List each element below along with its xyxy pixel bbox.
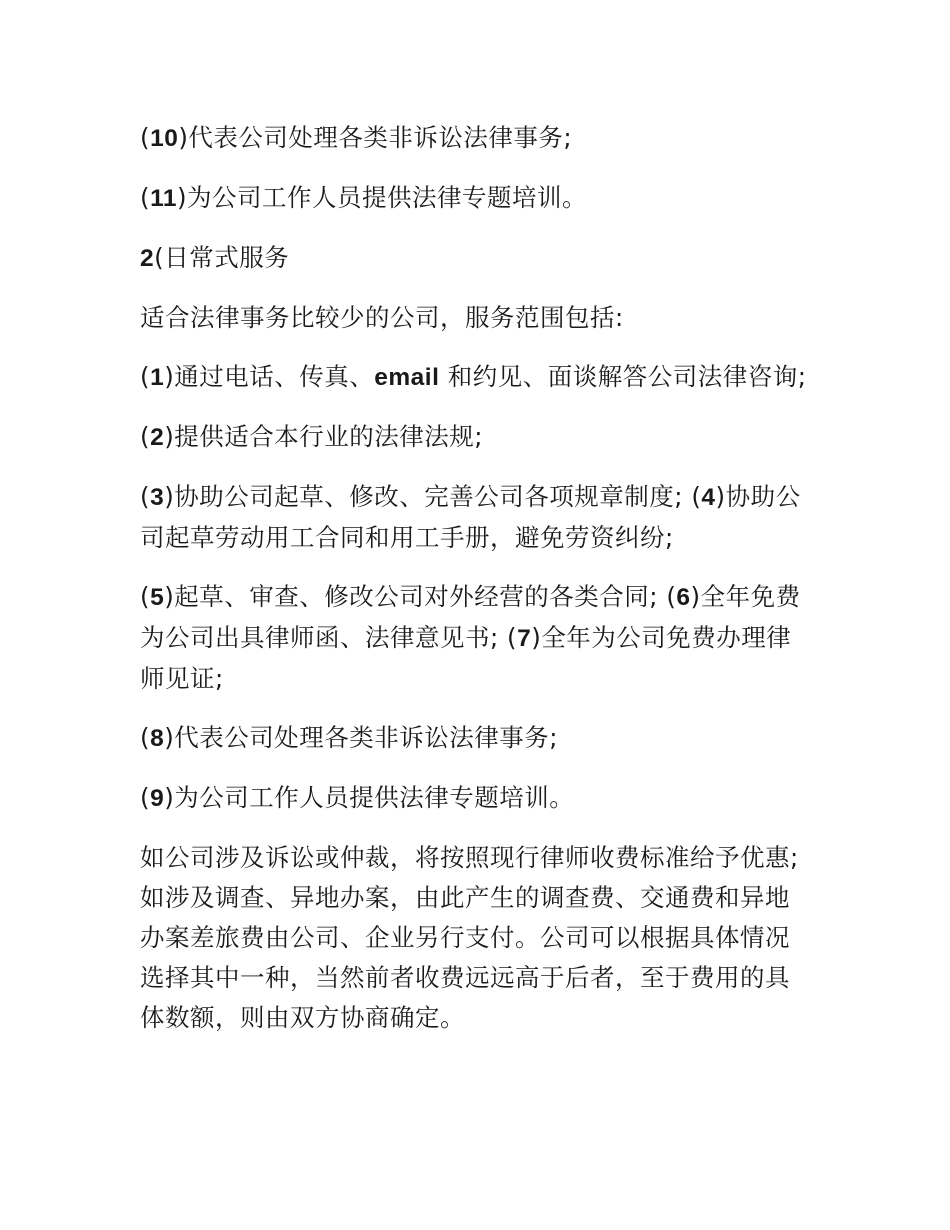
item-text: 全年免费为公司出具律师函、法律意见书; (140, 582, 801, 652)
item-text: 和约见、面谈解答公司法律咨询; (447, 362, 807, 391)
item-text: 为公司工作人员提供法律专题培训。 (187, 183, 588, 212)
section-title: (日常式服务 (154, 243, 290, 272)
list-item-5-6-7: (5)起草、审查、修改公司对外经营的各类合同; (6)全年免费为公司出具律师函、法律意见书; (7)全年为公司免费办理律师见证; (140, 582, 801, 693)
item-number: 1 (150, 364, 165, 391)
item-number: 6 (676, 584, 691, 611)
list-item-8: (8)代表公司处理各类非诉讼法律事务; (140, 723, 559, 752)
intro-paragraph: 适合法律事务比较少的公司，服务范围包括: (140, 303, 624, 332)
section-number: 2 (140, 245, 155, 272)
item-text: 起草、审查、修改公司对外经营的各类合同; (174, 582, 667, 611)
item-text: 通过电话、传真、 (174, 362, 375, 391)
item-number: 11 (150, 185, 177, 212)
list-item-11: (11)为公司工作人员提供法律专题培训。 (140, 183, 588, 212)
email-term: email (374, 364, 440, 391)
item-text: 协助公司起草劳动用工合同和用工手册，避免劳资纠纷; (140, 482, 801, 552)
item-number: 3 (150, 484, 165, 511)
item-text: 为公司工作人员提供法律专题培训。 (174, 783, 575, 812)
list-item-3-4: (3)协助公司起草、修改、完善公司各项规章制度; (4)协助公司起草劳动用工合同和用工手册，避免劳资纠纷; (140, 482, 801, 552)
item-text: 全年为公司免费办理律师见证; (140, 623, 792, 693)
item-text: 提供适合本行业的法律法规; (174, 422, 484, 451)
item-number: 10 (150, 125, 179, 152)
item-number: 2 (150, 424, 165, 451)
list-item-2: (2)提供适合本行业的法律法规; (140, 422, 484, 451)
item-number: 7 (517, 625, 532, 652)
item-number: 9 (150, 785, 165, 812)
item-number: 8 (150, 725, 165, 752)
item-text: 代表公司处理各类非诉讼法律事务; (174, 723, 559, 752)
list-item-1: (1)通过电话、传真、email 和约见、面谈解答公司法律咨询; (140, 362, 807, 391)
item-text: 代表公司处理各类非诉讼法律事务; (188, 123, 573, 152)
item-number: 4 (701, 484, 716, 511)
item-number: 5 (150, 584, 165, 611)
item-text: 协助公司起草、修改、完善公司各项规章制度; (174, 482, 692, 511)
document-body (140, 118, 812, 1057)
section-heading (140, 238, 812, 279)
list-item-10: (10)代表公司处理各类非诉讼法律事务; (140, 123, 573, 152)
closing-paragraph: 如公司涉及诉讼或仲裁，将按照现行律师收费标准给予优惠;如涉及调查、异地办案，由此产生的调查费、交通费和异地办案差旅费由公司、企业另行支付。公司可以根据具体情况选择其中一种，当然前者收费远远高于后者，至于费用的具体数额，则由双方协商确定。 (140, 843, 799, 1032)
list-item-9: (9)为公司工作人员提供法律专题培训。 (140, 783, 575, 812)
